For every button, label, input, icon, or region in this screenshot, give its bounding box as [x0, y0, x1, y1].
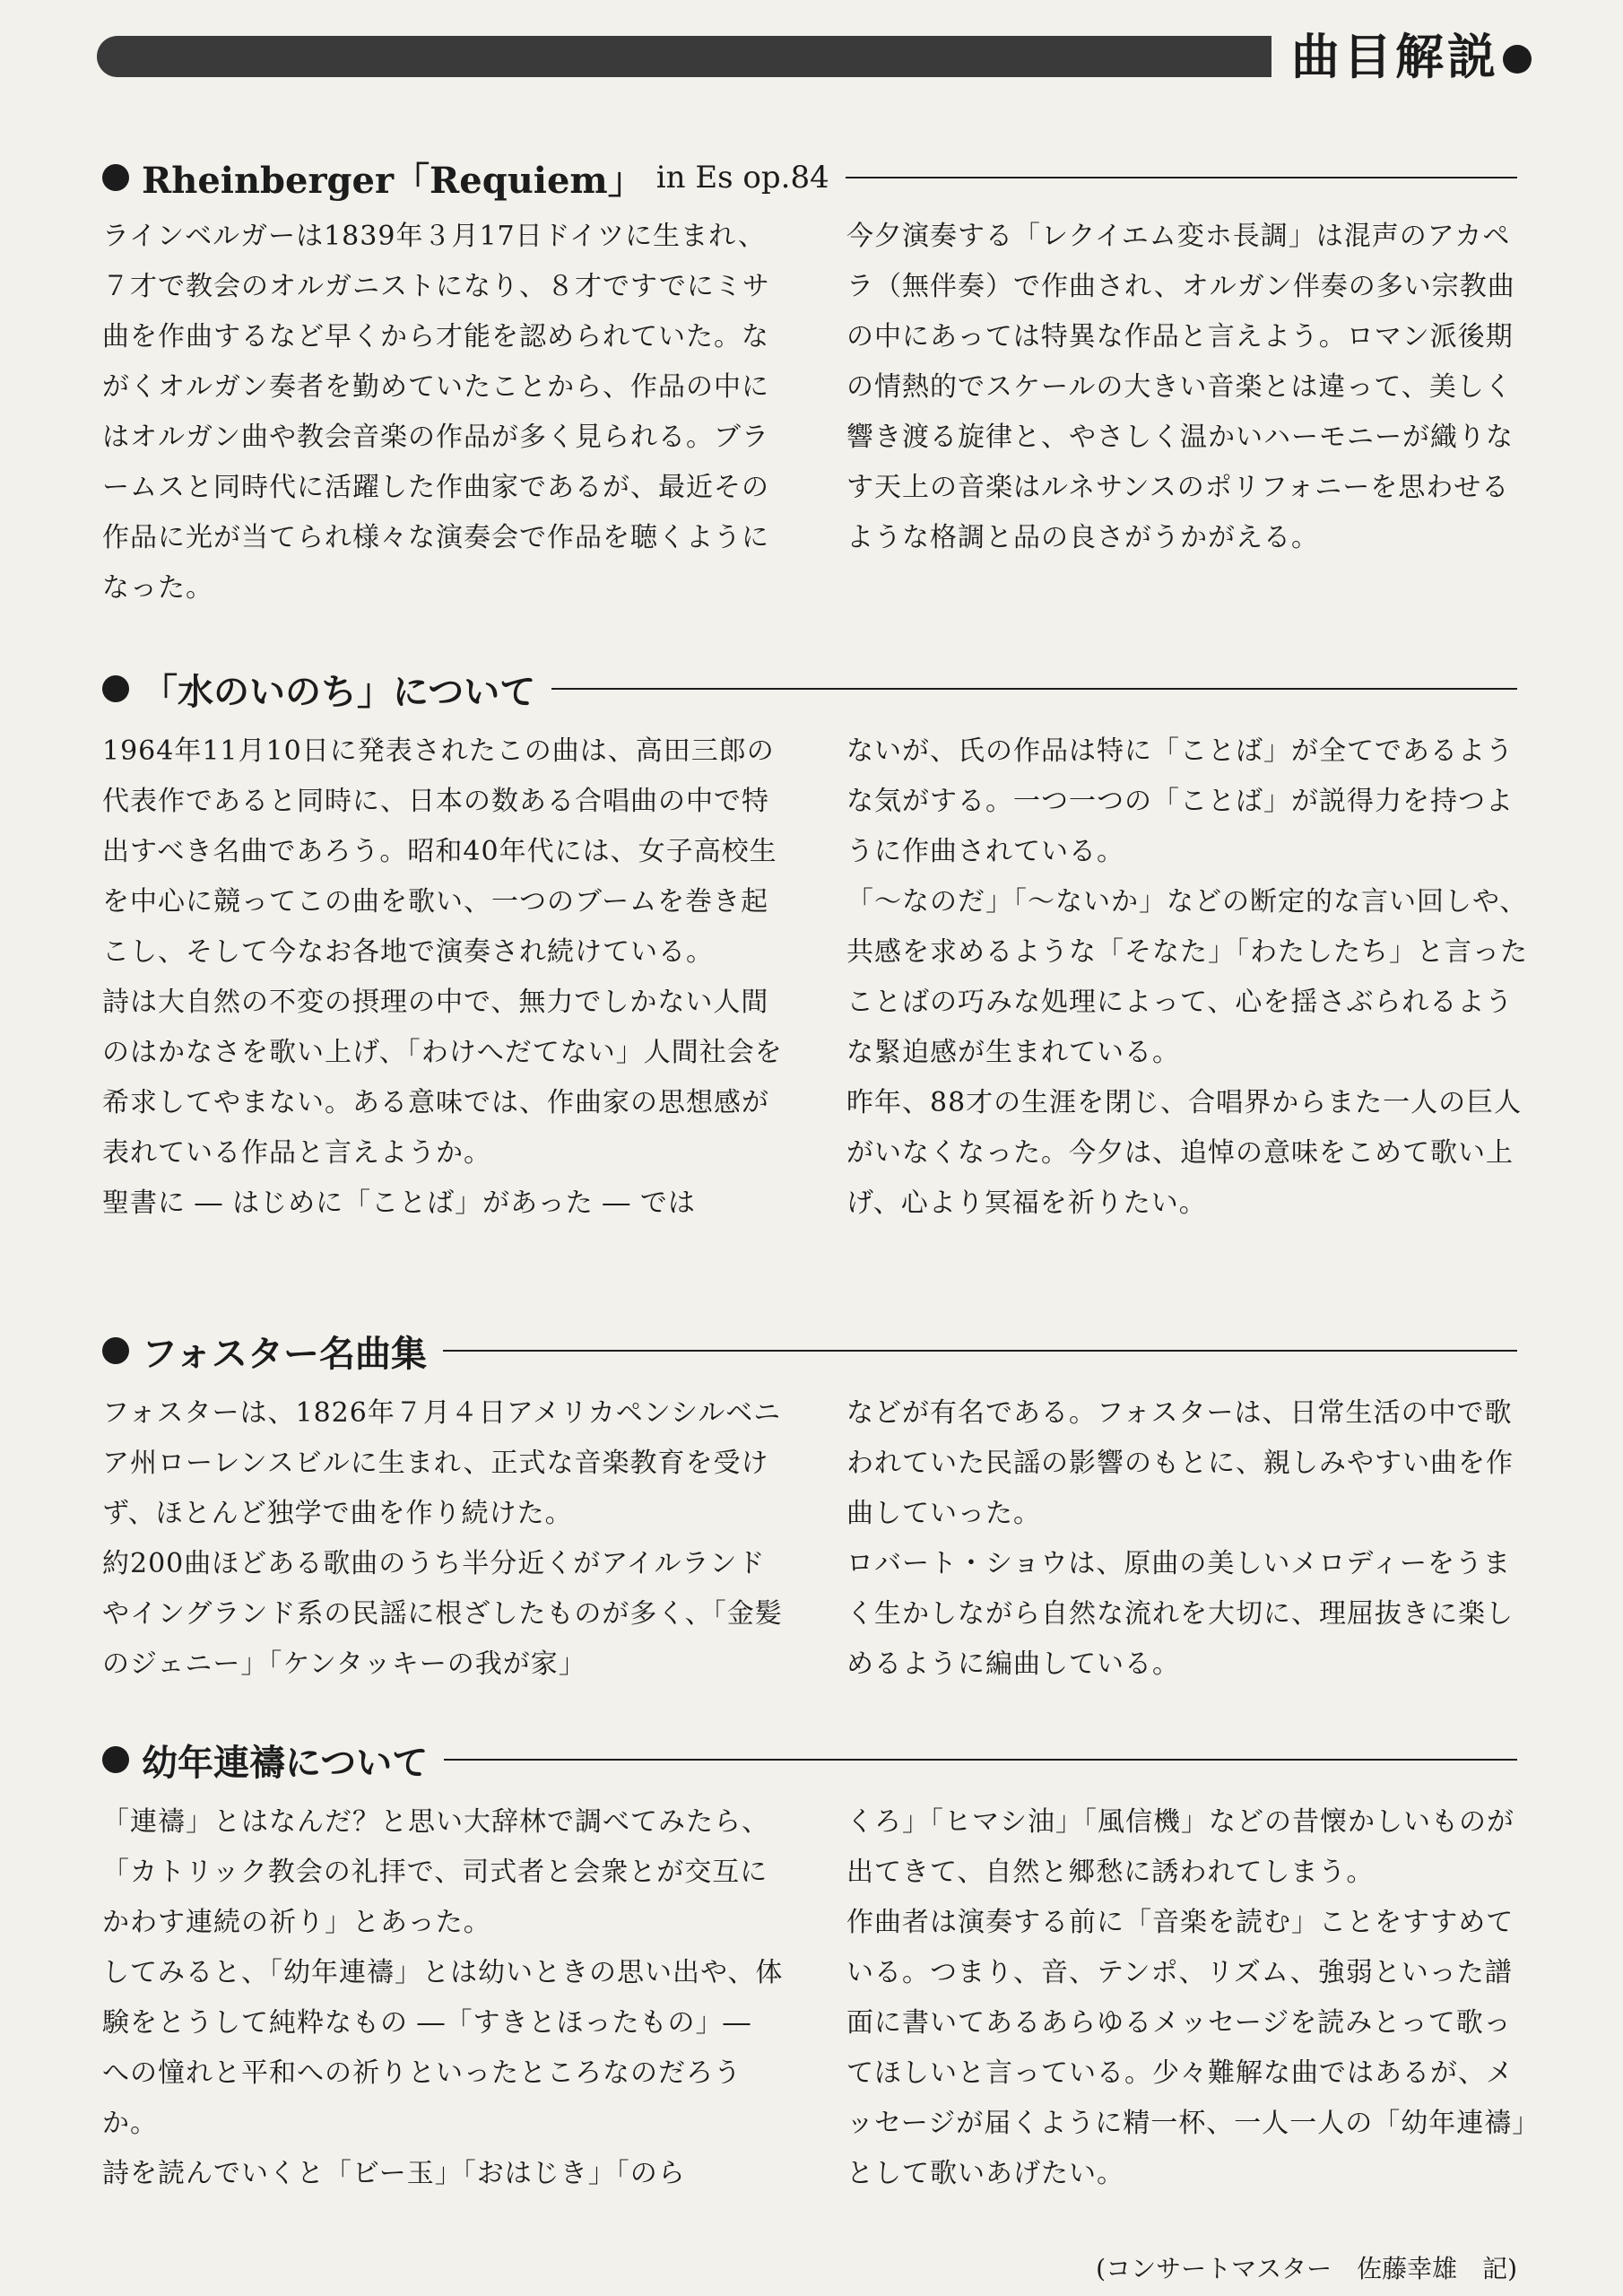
paragraph: 昨年、88才の生涯を閉じ、合唱界からまた一人の巨人がいなくなった。今夕は、追悼の意味をこめて歌い上げ、心より冥福を祈りたい。 — [846, 1087, 1523, 1219]
paragraph: 作曲者は演奏する前に「音楽を読む」ことをすすめている。つまり、音、テンポ、リズム、強弱といった譜面に書いてあるあらゆるメッセージを読みとって歌ってほしいと言っている。少々難解な曲ではあるが、メッセージが届くように精一杯、一人一人の「幼年連禱」として歌いあげたい。 — [846, 1907, 1527, 2189]
paragraph: 詩は大自然の不変の摂理の中で、無力でしかない人間のはかなさを歌い上げ、「わけへだてない」人間社会を希求してやまない。ある意味では、作曲家の思想感が表れている作品と言えようか。 — [102, 987, 783, 1169]
bullet-icon — [102, 1337, 129, 1364]
section-rheinberger-left-column — [102, 212, 784, 613]
section-mizu-left-column — [102, 726, 784, 1229]
section-title: 「水のいのち」について — [142, 670, 536, 713]
section-heading-yonen-rentou — [102, 1733, 1517, 1787]
section-title: フォスター名曲集 — [142, 1332, 427, 1375]
paragraph: ロバート・ショウは、原曲の美しいメロディーをうまく生かしながら自然な流れを大切に、理屈抜きに楽しめるように編曲している。 — [846, 1548, 1514, 1680]
section-subtitle: in Es op.84 — [655, 160, 829, 196]
paragraph: ラインベルガーは1839年３月17日ドイツに生まれ、７才で教会のオルガニストになり、８才ですでにミサ曲を作曲するなど早くから才能を認められていた。ながくオルガン奏者を勤めていたことから、作品の中にはオルガン曲や教会音楽の作品が多く見られる。ブラームスと同時代に活躍した作曲家であるが、最近その作品に光が当てられ様々な演奏会で作品を聴くようになった。 — [102, 221, 770, 604]
paragraph: ないが、氏の作品は特に「ことば」が全てであるような気がする。一つ一つの「ことば」が説得力を持つように作曲されている。 — [846, 735, 1514, 867]
paragraph: 聖書に ― はじめに「ことば」があった ― では — [102, 1187, 696, 1219]
paragraph: してみると、「幼年連禱」とは幼いときの思い出や、体験をとうして純粋なもの ―「すきとほったもの」― への憧れと平和への祈りといったところなのだろうか。 — [102, 1957, 784, 2139]
paragraph: 約200曲ほどある歌曲のうち半分近くがアイルランドやイングランド系の民謡に根ざしたものが多く、「金髪のジェニー」「ケンタッキーの我が家」 — [102, 1548, 783, 1680]
paragraph: 1964年11月10日に発表されたこの曲は、高田三郎の代表作であると同時に、日本の数ある合唱曲の中で特出すべき名曲であろう。昭和40年代には、女子高校生を中心に競ってこの曲を歌い、一つのブームを巻き起こし、そして今なお各地で演奏され続けている。 — [102, 735, 777, 968]
author-signature: (コンサートマスター 佐藤幸雄 記) — [1096, 2254, 1517, 2283]
paragraph: 詩を読んでいくと「ビー玉」「おはじき」「のら — [102, 2158, 686, 2189]
paragraph: 「連禱」とはなんだ？と思い大辞林で調べてみたら、「カトリック教会の礼拝で、司式者と会衆とが交互にかわす連続の祈り」とあった。 — [102, 1806, 769, 1938]
section-rule — [444, 1759, 1517, 1761]
header-bullet-icon — [1503, 45, 1532, 74]
section-rule — [551, 688, 1517, 690]
paragraph: 「～なのだ」「～ないか」などの断定的な言い回しや、共感を求めるような「そなた」「わたしたち」と言ったことばの巧みな処理によって、心を揺さぶられるような緊迫感が生まれている。 — [846, 886, 1528, 1068]
paragraph: フォスターは、1826年７月４日アメリカペンシルベニア州ローレンスビルに生まれ、正式な音楽教育を受けず、ほとんど独学で曲を作り続けた。 — [102, 1397, 782, 1529]
section-heading-mizu-no-inochi — [102, 662, 1517, 716]
section-title: Rheinberger「Requiem」 — [142, 159, 644, 202]
header-bar — [97, 36, 1271, 77]
section-heading-rheinberger — [102, 151, 1517, 204]
paragraph: くろ」「ヒマシ油」「風信機」などの昔懐かしいものが出てきて、自然と郷愁に誘われてしまう。 — [846, 1806, 1515, 1888]
bullet-icon — [102, 675, 129, 702]
page-title: 曲目解説 — [1291, 28, 1499, 85]
paragraph: などが有名である。フォスターは、日常生活の中で歌われていた民謡の影響のもとに、親しみやすい曲を作曲していった。 — [846, 1397, 1514, 1529]
section-heading-foster — [102, 1324, 1517, 1378]
section-rule — [846, 177, 1517, 178]
section-title: 幼年連禱について — [142, 1741, 429, 1784]
section-foster-left-column — [102, 1388, 784, 1690]
section-rheinberger-right-column — [846, 212, 1528, 563]
section-rule — [443, 1350, 1517, 1352]
bullet-icon — [102, 1746, 129, 1773]
section-yonen-left-column — [102, 1797, 784, 2199]
section-foster-right-column — [846, 1388, 1528, 1690]
bullet-icon — [102, 164, 129, 191]
section-mizu-right-column — [846, 726, 1528, 1229]
paragraph: 今夕演奏する「レクイエム変ホ長調」は混声のアカペラ（無伴奏）で作曲され、オルガン伴奏の多い宗教曲の中にあっては特異な作品と言えよう。ロマン派後期の情熱的でスケールの大きい音楽とは違って、美しく響き渡る旋律と、やさしく温かいハーモニーが織りなす天上の音楽はルネサンスのポリフォニーを思わせるような格調と品の良さがうかがえる。 — [846, 221, 1515, 553]
section-yonen-right-column — [846, 1797, 1528, 2199]
